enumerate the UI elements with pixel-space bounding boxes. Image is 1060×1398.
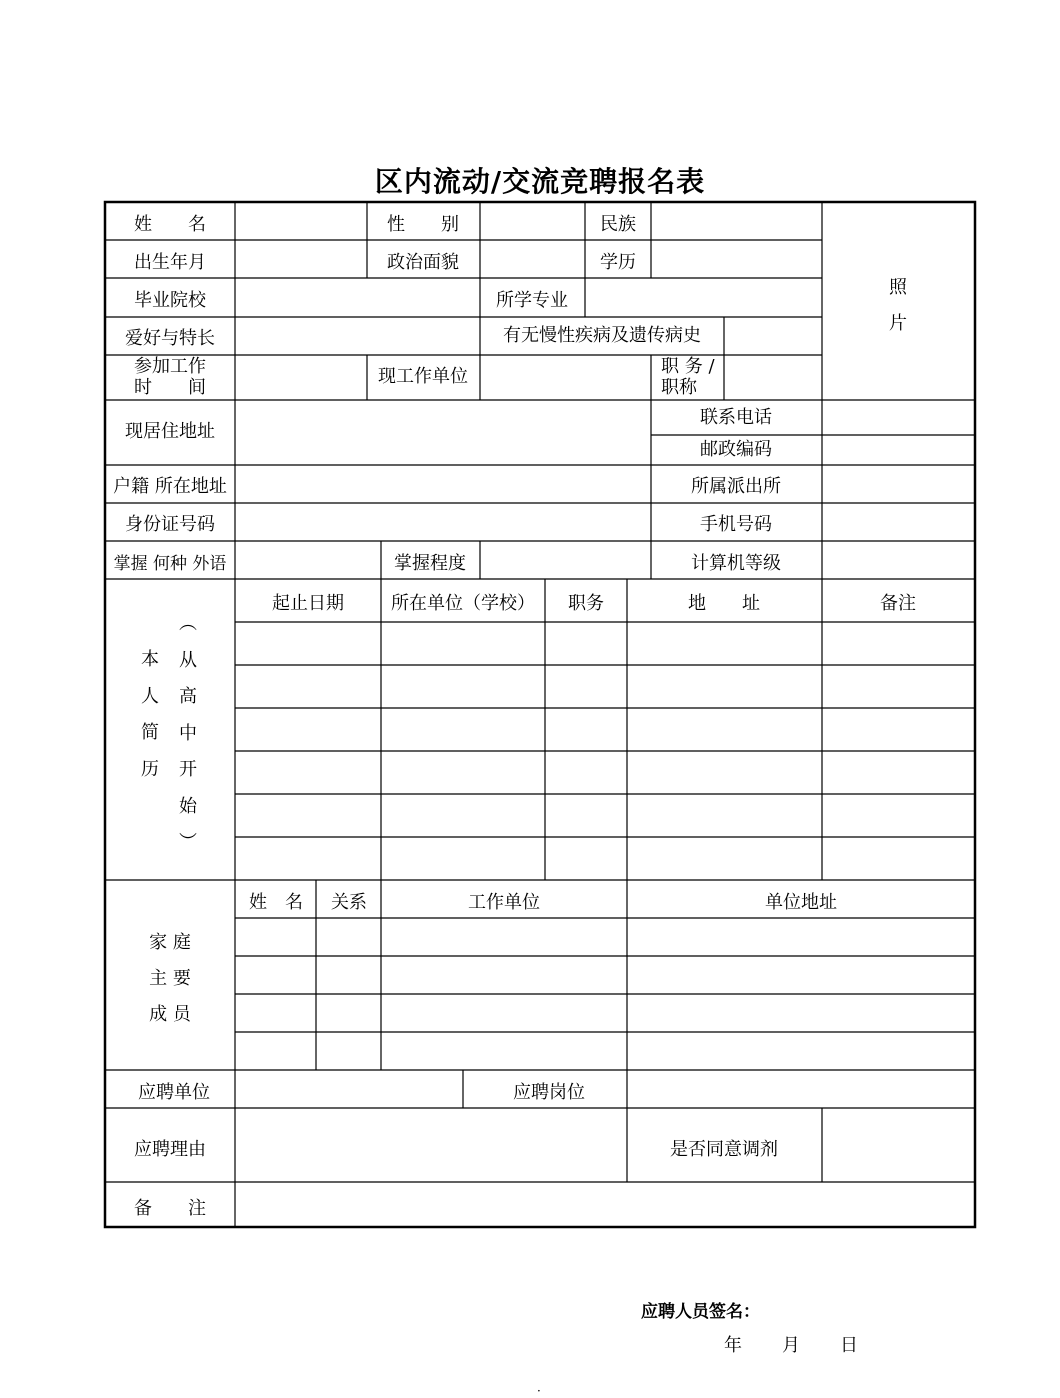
label-position-1: 职 务 / bbox=[661, 356, 715, 377]
family-header-address: 单位地址 bbox=[765, 892, 837, 913]
family-label-3: 成 员 bbox=[149, 1004, 191, 1025]
label-ethnicity: 民族 bbox=[600, 214, 636, 235]
resume-header-remark: 备注 bbox=[880, 593, 916, 614]
label-hukou: 户籍 所在地址 bbox=[113, 476, 227, 497]
label-education: 学历 bbox=[600, 252, 636, 273]
label-language: 掌握 何种 外语 bbox=[113, 554, 227, 574]
label-gender: 性 别 bbox=[387, 214, 459, 235]
label-address: 现居住地址 bbox=[125, 421, 215, 442]
family-header-name: 姓 名 bbox=[249, 892, 303, 913]
label-major: 所学专业 bbox=[496, 290, 568, 311]
label-name: 姓 名 bbox=[134, 214, 206, 235]
date-day: 日 bbox=[840, 1335, 858, 1356]
label-position-2: 职称 bbox=[661, 377, 697, 398]
label-phone: 联系电话 bbox=[700, 407, 772, 428]
label-idcard: 身份证号码 bbox=[125, 514, 215, 535]
label-school: 毕业院校 bbox=[134, 290, 206, 311]
label-current-unit: 现工作单位 bbox=[378, 366, 468, 387]
label-police: 所属派出所 bbox=[691, 476, 781, 497]
date-year: 年 bbox=[724, 1335, 742, 1356]
signature-label: 应聘人员签名： bbox=[641, 1302, 760, 1322]
label-apply-unit: 应聘单位 bbox=[138, 1082, 210, 1103]
photo-label-2: 片 bbox=[889, 313, 907, 334]
family-header-unit: 工作单位 bbox=[468, 892, 540, 913]
resume-header-dates: 起止日期 bbox=[272, 593, 344, 614]
family-header-relation: 关系 bbox=[331, 892, 367, 913]
label-hobby: 爱好与特长 bbox=[125, 328, 215, 349]
family-label-1: 家 庭 bbox=[149, 932, 191, 953]
label-disease: 有无慢性疾病及遗传病史 bbox=[503, 325, 701, 346]
date-month: 月 bbox=[782, 1335, 800, 1356]
label-remark: 备 注 bbox=[134, 1198, 206, 1219]
label-mobile: 手机号码 bbox=[700, 514, 772, 535]
label-adjust: 是否同意调剂 bbox=[670, 1139, 778, 1160]
label-apply-post: 应聘岗位 bbox=[513, 1082, 585, 1103]
label-proficiency: 掌握程度 bbox=[394, 553, 466, 574]
resume-header-unit: 所在单位（学校） bbox=[391, 593, 535, 614]
label-computer: 计算机等级 bbox=[691, 553, 781, 574]
label-work-start-2: 时 间 bbox=[134, 377, 206, 398]
label-birth: 出生年月 bbox=[134, 252, 206, 273]
page-mark: · bbox=[537, 1384, 541, 1398]
label-political: 政治面貌 bbox=[387, 252, 459, 273]
label-apply-reason: 应聘理由 bbox=[134, 1139, 206, 1160]
family-label-2: 主 要 bbox=[149, 968, 191, 989]
label-postcode: 邮政编码 bbox=[700, 439, 772, 460]
resume-label-main: 本 人 简 历 bbox=[141, 649, 159, 780]
form-title: 区内流动/交流竞聘报名表 bbox=[374, 165, 706, 198]
resume-label-note: ︵ 从 高 中 开 始 ︶ bbox=[179, 613, 197, 853]
photo-label-1: 照 bbox=[889, 277, 907, 298]
resume-header-position: 职务 bbox=[568, 593, 604, 614]
resume-header-address: 地 址 bbox=[688, 593, 760, 614]
label-work-start-1: 参加工作 bbox=[134, 356, 206, 377]
